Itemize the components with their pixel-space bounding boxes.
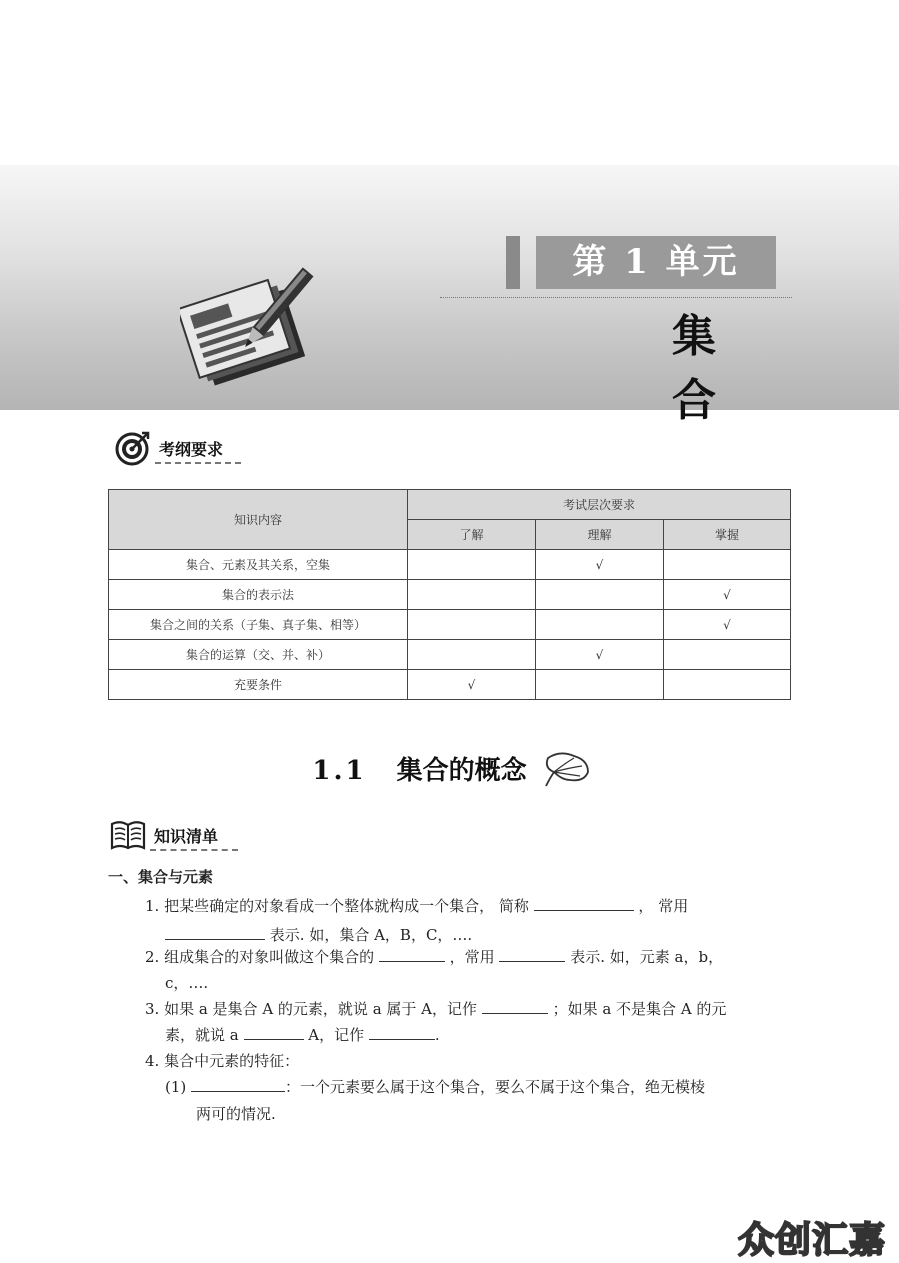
syllabus-heading-label: 考纲要求 <box>159 439 224 459</box>
fill-blank[interactable] <box>499 947 565 962</box>
paragraph-5 <box>165 1076 705 1097</box>
paragraph-2-cont <box>165 972 208 993</box>
text-run: ：一个元素要么属于这个集合，要么不属于这个集合，绝无模棱 <box>285 1078 706 1096</box>
row-mark <box>408 580 536 610</box>
checklist-heading-label: 知识清单 <box>154 826 219 846</box>
paragraph-1-cont <box>165 924 472 945</box>
checklist-heading <box>110 820 218 850</box>
row-topic: 集合的运算（交、并、补） <box>109 640 408 670</box>
fill-blank[interactable] <box>482 999 548 1014</box>
col-knowledge: 知识内容 <box>109 490 408 550</box>
ginkgo-leaf-icon <box>540 750 592 790</box>
lesson-title <box>0 750 899 787</box>
target-icon <box>115 430 151 466</box>
lesson-name: 集合的概念 <box>396 756 527 786</box>
col-levels: 考试层次要求 <box>408 490 791 520</box>
fill-blank[interactable] <box>369 1025 435 1040</box>
row-mark <box>408 550 536 580</box>
row-topic: 集合、元素及其关系，空集 <box>109 550 408 580</box>
row-topic: 集合的表示法 <box>109 580 408 610</box>
text-run: 4. 集合中元素的特征： <box>145 1052 300 1070</box>
syllabus-heading <box>115 430 223 466</box>
row-mark <box>664 550 791 580</box>
text-run: 表示. 如，集合 A，B，C，…. <box>269 926 473 944</box>
paragraph-3-cont <box>165 1024 440 1045</box>
text-run: ， 常用 <box>638 897 689 915</box>
col-level-master: 掌握 <box>664 520 791 550</box>
row-mark: √ <box>408 670 536 700</box>
text-run: 1. 把某些确定的对象看成一个整体就构成一个集合， 简称 <box>145 897 529 915</box>
row-mark: √ <box>664 580 791 610</box>
lesson-number: 1.1 <box>312 756 367 786</box>
row-mark <box>664 670 791 700</box>
text-run: ；如果 a 不是集合 A 的元 <box>552 1000 727 1018</box>
row-mark <box>536 610 664 640</box>
unit-number-label: 第 1 单元 <box>536 236 776 289</box>
table-row <box>109 550 791 580</box>
row-mark <box>408 640 536 670</box>
watermark: 众创汇嘉 <box>738 1220 887 1261</box>
syllabus-table <box>108 489 791 700</box>
row-mark: √ <box>536 640 664 670</box>
notebook-pencil-icon <box>180 262 330 387</box>
fill-blank[interactable] <box>379 947 445 962</box>
heading-underline <box>155 462 241 464</box>
paragraph-4 <box>145 1050 299 1071</box>
row-mark <box>408 610 536 640</box>
row-mark: √ <box>664 610 791 640</box>
heading-underline <box>150 849 238 851</box>
table-row <box>109 670 791 700</box>
row-mark <box>664 640 791 670</box>
text-run: (1) <box>165 1078 187 1096</box>
row-mark: √ <box>536 550 664 580</box>
paragraph-3 <box>145 998 726 1019</box>
fill-blank[interactable] <box>244 1025 304 1040</box>
text-run: . <box>434 1026 440 1044</box>
paragraph-5-cont <box>196 1103 276 1124</box>
row-topic: 集合之间的关系（子集、真子集、相等） <box>109 610 408 640</box>
col-level-understand: 了解 <box>408 520 536 550</box>
paragraph-2 <box>145 946 723 967</box>
unit-title: 集 合 <box>672 311 764 426</box>
text-run: 2. 组成集合的对象叫做这个集合的 <box>145 948 375 966</box>
table-row <box>109 640 791 670</box>
divider <box>440 297 792 298</box>
fill-blank[interactable] <box>165 925 265 940</box>
unit-accent-bar <box>506 236 520 289</box>
paragraph-1 <box>145 895 688 916</box>
section-heading: 一、集合与元素 <box>108 868 214 886</box>
table-row <box>109 610 791 640</box>
text-run: c，…. <box>165 974 209 992</box>
row-mark <box>536 580 664 610</box>
row-mark <box>536 670 664 700</box>
text-run: A，记作 <box>308 1026 365 1044</box>
col-level-comprehend: 理解 <box>536 520 664 550</box>
table-row <box>109 580 791 610</box>
text-run: 表示. 如，元素 a，b， <box>570 948 724 966</box>
row-topic: 充要条件 <box>109 670 408 700</box>
text-run: 3. 如果 a 是集合 A 的元素，就说 a 属于 A，记作 <box>145 1000 478 1018</box>
open-book-icon <box>110 820 146 850</box>
fill-blank[interactable] <box>191 1077 285 1092</box>
text-run: 两可的情况. <box>196 1105 276 1123</box>
text-run: 素，就说 a <box>165 1026 239 1044</box>
text-run: ，常用 <box>449 948 495 966</box>
fill-blank[interactable] <box>534 896 634 911</box>
